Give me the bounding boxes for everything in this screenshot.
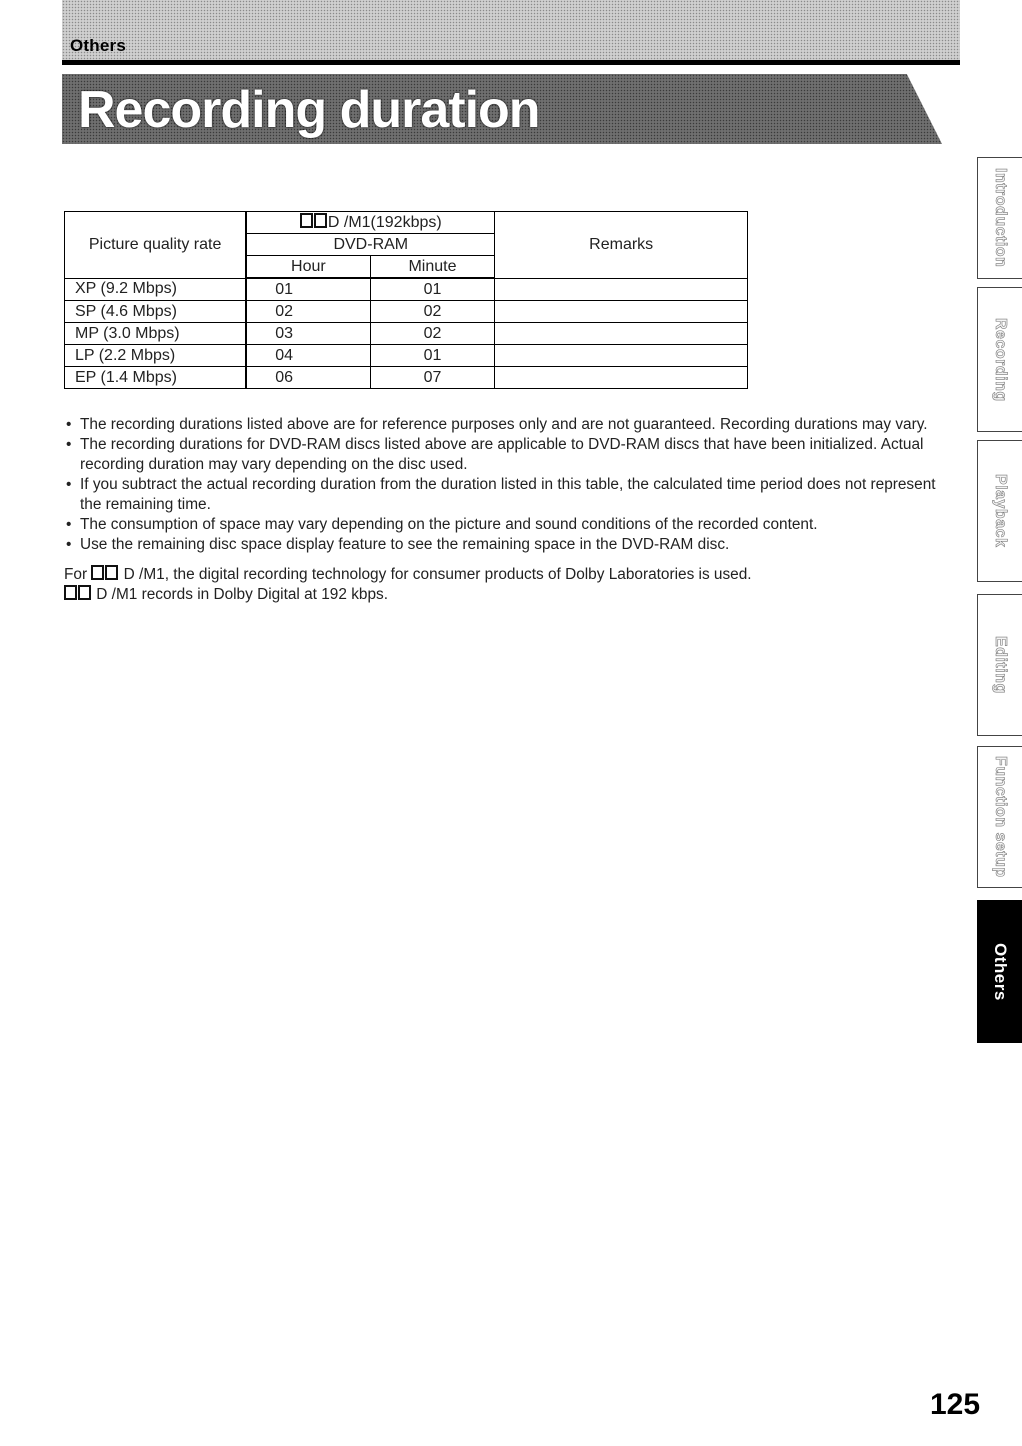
minute-cell: 02 — [370, 323, 495, 345]
recording-duration-table — [64, 211, 748, 389]
header-quality: Picture quality rate — [65, 212, 247, 279]
notes-list — [64, 415, 959, 555]
side-tab-recording[interactable]: Recording — [977, 287, 1022, 432]
remarks-cell — [495, 323, 748, 345]
list-item: • The recording durations listed above are for reference purposes only and are not guaranteed. Recording durations may vary. — [64, 415, 959, 435]
table-row — [65, 301, 748, 323]
dolby-logo-icon — [105, 565, 118, 580]
side-tab-playback[interactable]: Playback — [977, 440, 1022, 582]
dolby-logo-icon — [91, 565, 104, 580]
hour-cell: 03 — [246, 323, 370, 345]
remarks-cell — [495, 301, 748, 323]
header-band — [62, 0, 960, 60]
dolby-paragraph-2: D /M1 records in Dolby Digital at 192 kbps. — [64, 585, 959, 605]
table-row — [65, 278, 748, 301]
header-dolby: D /M1(192kbps) — [246, 212, 495, 234]
dolby-logo-icon — [314, 213, 327, 228]
quality-cell: SP (4.6 Mbps) — [65, 301, 247, 323]
remarks-cell — [495, 345, 748, 367]
page-number: 125 — [930, 1388, 981, 1421]
section-label: Others — [70, 36, 126, 55]
side-tab-editing[interactable]: Editing — [977, 594, 1022, 736]
minute-cell: 07 — [370, 367, 495, 389]
list-item: • Use the remaining disc space display feature to see the remaining space in the DVD-RAM disc. — [64, 535, 959, 555]
list-item: • The consumption of space may vary depending on the picture and sound conditions of the recorded content. — [64, 515, 959, 535]
remarks-cell — [495, 367, 748, 389]
quality-cell: EP (1.4 Mbps) — [65, 367, 247, 389]
dolby-logo-icon — [64, 585, 77, 600]
minute-cell: 01 — [370, 345, 495, 367]
list-item: • If you subtract the actual recording duration from the duration listed in this table, the calculated time period does not represent the remaining time. — [64, 475, 959, 515]
quality-cell: LP (2.2 Mbps) — [65, 345, 247, 367]
minute-cell: 02 — [370, 301, 495, 323]
quality-cell: MP (3.0 Mbps) — [65, 323, 247, 345]
side-tab-introduction[interactable]: Introduction — [977, 157, 1022, 279]
header-hour: Hour — [246, 256, 370, 279]
table-row — [65, 367, 748, 389]
page-title: Recording duration — [78, 81, 540, 139]
header-dvd-ram: DVD-RAM — [246, 234, 495, 256]
dolby-logo-icon — [300, 213, 313, 228]
hour-cell: 06 — [246, 367, 370, 389]
side-tab-others[interactable]: Others — [977, 900, 1022, 1043]
dolby-paragraph: For D /M1, the digital recording technology for consumer products of Dolby Laboratories is used. — [64, 566, 752, 583]
table-row — [65, 323, 748, 345]
hour-cell: 04 — [246, 345, 370, 367]
header-minute: Minute — [370, 256, 495, 279]
notes — [64, 415, 959, 605]
header-remarks: Remarks — [495, 212, 748, 279]
remarks-cell — [495, 278, 748, 301]
hour-cell: 02 — [246, 301, 370, 323]
title-band — [62, 74, 960, 144]
side-tab-function-setup[interactable]: Function setup — [977, 746, 1022, 888]
hour-cell: 01 — [246, 278, 370, 301]
dolby-logo-icon — [78, 585, 91, 600]
quality-cell: XP (9.2 Mbps) — [65, 278, 247, 301]
header-rule — [62, 60, 960, 65]
list-item: • The recording durations for DVD-RAM discs listed above are applicable to DVD-RAM discs that have been initialized. Actual recording duration may vary depending on the disc used. — [64, 435, 959, 475]
table-row — [65, 345, 748, 367]
minute-cell: 01 — [370, 278, 495, 301]
